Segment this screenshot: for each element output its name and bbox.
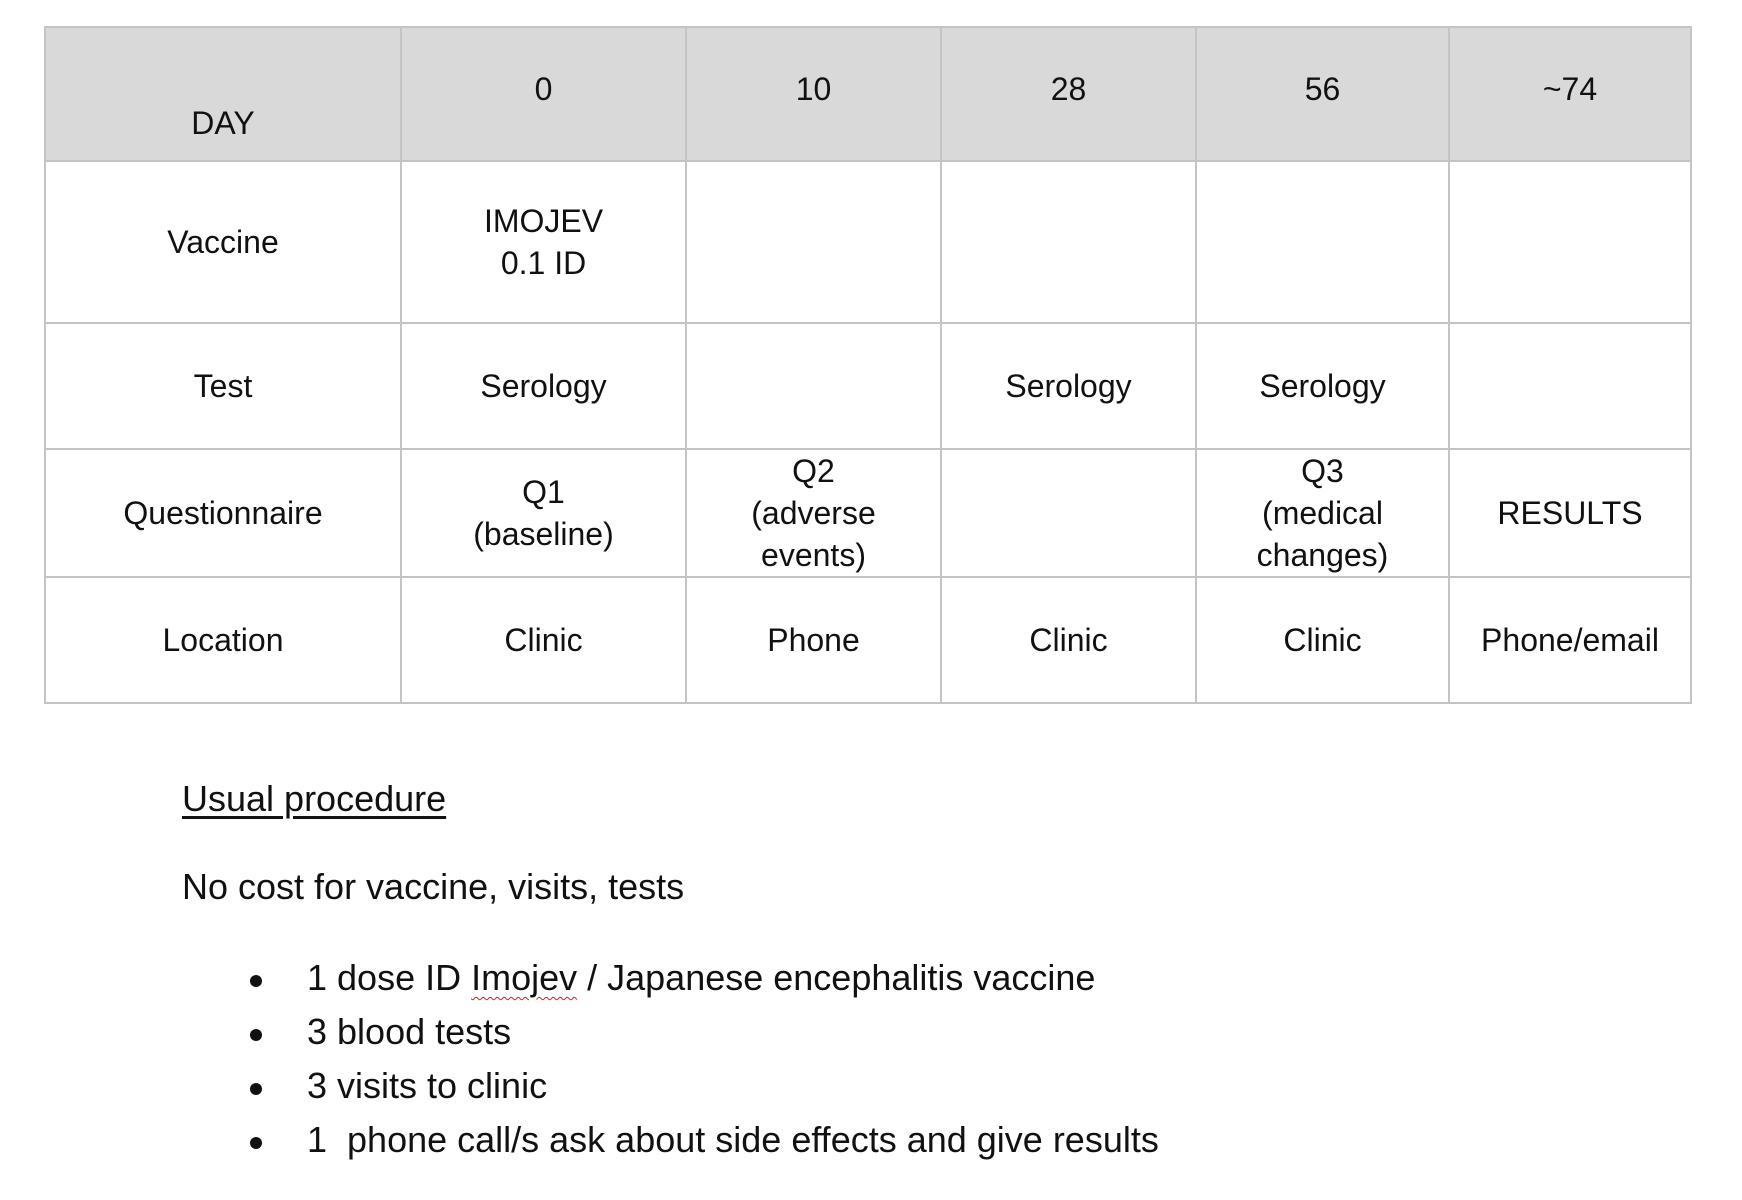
- day-cell: 28: [941, 27, 1196, 161]
- procedure-section: [182, 775, 1582, 1167]
- table-cell: Q3 (medical changes): [1196, 449, 1449, 577]
- table-cell: [941, 161, 1196, 323]
- table-cell: [941, 449, 1196, 577]
- table-cell: Serology: [1196, 323, 1449, 449]
- day-header-cell: DAY: [45, 27, 401, 161]
- table-cell: Clinic: [941, 577, 1196, 703]
- bullet-icon: [250, 1029, 262, 1041]
- day-cell: 10: [686, 27, 941, 161]
- table-cell: RESULTS: [1449, 449, 1691, 577]
- schedule-table: [44, 26, 1692, 704]
- procedure-list: [182, 951, 1582, 1167]
- list-item-text: 3 blood tests: [307, 1011, 512, 1052]
- table-cell: [1449, 161, 1691, 323]
- table-row-vaccine: [45, 161, 1691, 323]
- list-item-text: 3 visits to clinic: [307, 1065, 548, 1106]
- list-item: [182, 1113, 1582, 1167]
- table-cell: Q1 (baseline): [401, 449, 686, 577]
- table-cell: Clinic: [1196, 577, 1449, 703]
- procedure-heading: Usual procedure: [182, 778, 447, 819]
- table-cell: Serology: [941, 323, 1196, 449]
- table-cell: Serology: [401, 323, 686, 449]
- table-row-test: [45, 323, 1691, 449]
- table-cell: [686, 161, 941, 323]
- procedure-subheading: No cost for vaccine, visits, tests: [182, 866, 685, 907]
- row-label: Test: [45, 323, 401, 449]
- list-item-text: 1 phone call/s ask about side effects and give results: [307, 1119, 1159, 1160]
- day-cell: 56: [1196, 27, 1449, 161]
- list-item-text: 1 dose ID: [307, 957, 472, 998]
- list-item: [182, 951, 1582, 1005]
- table-cell: [1196, 161, 1449, 323]
- bullet-icon: [250, 1083, 262, 1095]
- list-item: [182, 1005, 1582, 1059]
- row-label: Location: [45, 577, 401, 703]
- day-cell: 0: [401, 27, 686, 161]
- table-cell: IMOJEV 0.1 ID: [401, 161, 686, 323]
- row-label: Vaccine: [45, 161, 401, 323]
- list-item-text: / Japanese encephalitis vaccine: [577, 957, 1096, 998]
- table-cell: Q2 (adverse events): [686, 449, 941, 577]
- table-cell: [686, 323, 941, 449]
- list-item: [182, 1059, 1582, 1113]
- bullet-icon: [250, 975, 262, 987]
- table-row-location: [45, 577, 1691, 703]
- bullet-icon: [250, 1137, 262, 1149]
- spellcheck-flagged-word[interactable]: Imojev: [471, 957, 578, 998]
- table-cell: Phone: [686, 577, 941, 703]
- day-cell: ~74: [1449, 27, 1691, 161]
- table-row-questionnaire: [45, 449, 1691, 577]
- table-cell: Phone/email: [1449, 577, 1691, 703]
- header-row: [45, 27, 1691, 161]
- row-label: Questionnaire: [45, 449, 401, 577]
- table-cell: Clinic: [401, 577, 686, 703]
- table-cell: [1449, 323, 1691, 449]
